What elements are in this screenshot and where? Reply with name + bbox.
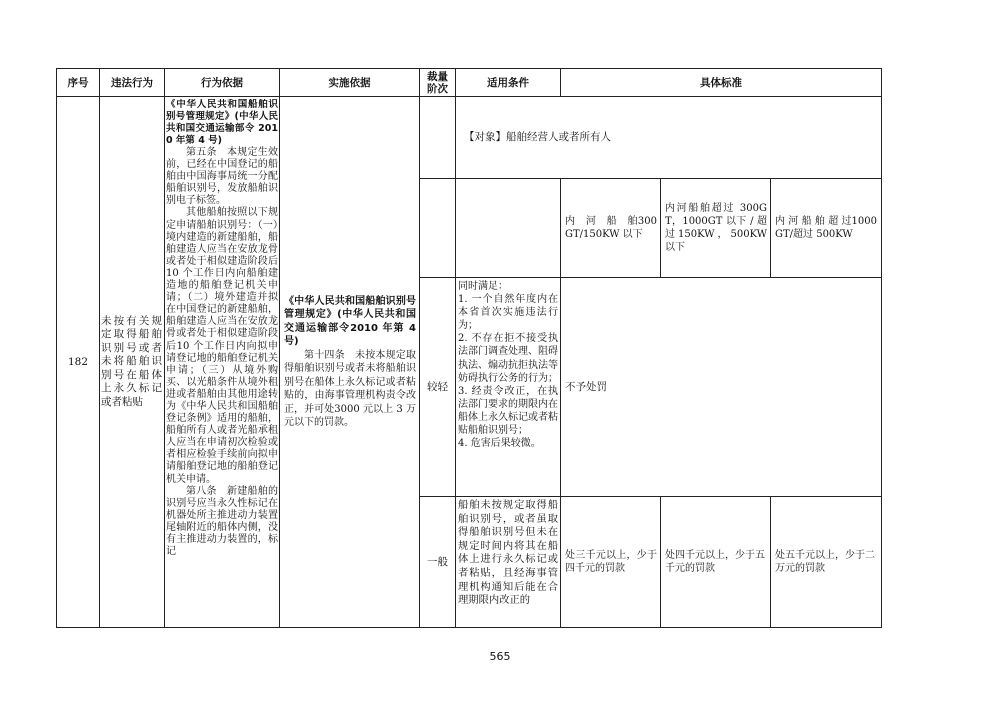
- row-basis: [166, 99, 278, 626]
- page-number: 565: [489, 650, 511, 663]
- basis-title: 《中华人民共和国船舶识别号管理规定》(中华人民共和国交通运输部令 2010 年第 4 号): [166, 99, 278, 146]
- implementation-para: 第十四条 未按本规定取得船舶识别号或者未将船舶识别号在船体上永久标记或者粘贴的，由海事管理机构责令改正，并可处3000 元以上 3 万元以下的罚款。: [284, 349, 416, 428]
- category-3: 内 河 船 舶 超 过1000GT/超过 500KW: [775, 216, 877, 240]
- standard-general-2: 处四千元以上，少于五千元的罚款: [665, 549, 765, 574]
- col-line-7: [660, 178, 661, 278]
- col-line-2: [164, 68, 165, 628]
- violation-text: 未按有关规定取得船舶识别号或者未将船舶识别号在船体上永久标记或者粘贴: [101, 314, 162, 408]
- col-line-9: [881, 68, 882, 628]
- col-line-8: [770, 178, 771, 278]
- header-standard: 具体标准: [700, 76, 742, 89]
- header-conditions: 适用条件: [487, 76, 529, 89]
- col-line-5: [455, 68, 456, 628]
- level-general: 一般: [427, 555, 448, 568]
- category-2: 内河船舶超过 300GT，1000GT 以下 / 超过150KW，500KW 以下: [665, 203, 767, 253]
- col-line-3: [279, 68, 280, 628]
- level-light: 较轻: [427, 380, 448, 393]
- basis-para3: 第八条 新建船舶的识别号应当永久性标记在机器处所主推进动力装置尾轴附近的船体内侧，没有主推进动力装置的，标记: [166, 485, 278, 558]
- row-violation: [101, 97, 162, 627]
- condition-light: 同时满足： 1. 一个自然年度内在本省首次实施违法行为； 2. 不存在拒不接受执法部门调查处理、阻碍执法、煽动抗拒执法等妨碍执行公务的行为； 3. 经责令改正，在执法部门要求的期限内在船体上永久标记或者粘贴船舶识别号； 4. 危害后果较微。: [458, 281, 558, 450]
- implementation-title: 《中华人民共和国船舶识别号管理规定》(中华人民共和国交通运输部令2010 年第 4 号): [284, 295, 416, 347]
- target-cell: 【对象】船舶经营人或者所有人: [464, 131, 611, 144]
- col-line-6b: [560, 178, 561, 628]
- category-1: 内 河 船 舶300GT/150KW 以下: [565, 216, 657, 240]
- col-line-8b: [770, 496, 771, 628]
- row-implementation: [284, 97, 416, 627]
- basis-para2: 其他船舶按照以下规定申请船舶识别号：（一）境内建造的新建船舶，船舶建造人应当在安放龙骨或者处于相似建造阶段后10 个工作日内向船舶建造地的船舶登记机关申请；（二）境外建造并拟在中国登记的新建船舶，船舶建造人应当在安放龙骨或者处于相似建造阶段后10 个工作日内向拟申请登记地的船舶登记机关申请；（三）从境外购买、以光船条件从境外租进或者船舶由其他用途转为《中华人民共和国船舶登记条例》适用的船舶，船舶所有人或者光船承租人应当在申请初次检验或者相应检验手续前向拟申请船舶登记地的船舶登记机关申请。: [166, 207, 278, 485]
- standard-light: 不予处罚: [565, 380, 607, 393]
- col-line-1: [99, 68, 100, 628]
- header-violation: 违法行为: [111, 76, 153, 89]
- header-seq: 序号: [67, 76, 89, 89]
- standard-general-1: 处三千元以上，少于四千元的罚款: [565, 549, 657, 574]
- col-line-7b: [660, 496, 661, 628]
- basis-para1: 第五条 本规定生效前，已经在中国登记的船舶由中国海事局统一分配船舶识别号，发放船舶识别电子标签。: [166, 147, 278, 207]
- header-implementation: 实施依据: [328, 76, 371, 89]
- table-border-bottom: [56, 627, 882, 628]
- header-level: 裁量 阶次: [427, 70, 448, 95]
- standard-general-3: 处五千元以上，少于二万元的罚款: [775, 549, 875, 574]
- condition-general: 船舶未按规定取得船舶识别号，或者虽取得船舶识别号但未在规定时间内将其在船体上进行永久标记或者粘贴，且经海事管理机构通知后能在合理期限内改正的: [458, 499, 558, 607]
- row-seq: 182: [67, 355, 89, 368]
- header-basis: 行为依据: [201, 76, 243, 89]
